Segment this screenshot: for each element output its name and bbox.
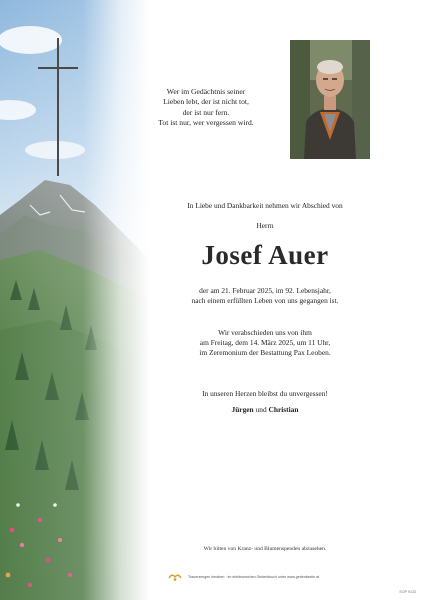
survivor-name: Christian (268, 405, 299, 414)
death-line: der am 21. Februar 2025, im 92. Lebensjahr, (199, 286, 331, 295)
cross-icon (57, 38, 59, 176)
poem-line: der ist nur fern. (182, 107, 230, 117)
footer-text: Trauerzeugen heraben · im elektronischen Gedenkbuch unter www.gedenkseite.at (188, 575, 320, 579)
donation-note: Wir bitten von Kranz- und Blumenspenden abzusehen. (203, 546, 327, 552)
closing-text: In unseren Herzen bleibst du unvergessen! (202, 389, 328, 398)
survivor-name: Jürgen (231, 405, 254, 414)
portrait-photo (290, 40, 370, 159)
service-line: im Zeremonium der Bestattung Pax Leoben. (199, 348, 331, 358)
footer (168, 572, 388, 582)
poem-line: Wer im Gedächtnis seiner (166, 87, 246, 96)
document-code: EOP 9133 (399, 590, 416, 594)
cross-icon-bar (38, 67, 78, 69)
survivor-conjunction: und (255, 405, 267, 414)
memorial-poem (140, 87, 272, 129)
service-line: Wir verabschieden uns von ihm (218, 328, 312, 337)
deceased-name: Josef Auer (201, 240, 329, 270)
poem-line: Tot ist nur, wer vergessen wird. (158, 118, 254, 128)
salutation-text: Herrn (256, 221, 274, 230)
mountain-landscape-photo (0, 0, 150, 600)
death-details (150, 286, 380, 306)
salutation (150, 221, 380, 231)
farewell-line (150, 201, 380, 211)
farewell-text: In Liebe und Dankbarkeit nehmen wir Abschied von (187, 201, 343, 210)
survivors (150, 405, 380, 415)
funeral-home-logo-icon (168, 572, 182, 582)
service-details (150, 328, 380, 359)
poem-line: Lieben lebt, der ist nicht tot, (163, 97, 249, 107)
service-line: am Freitag, dem 14. März 2025, um 11 Uhr, (199, 338, 331, 348)
closing-line (150, 389, 380, 399)
death-line: nach einem erfüllten Leben von uns gegangen ist. (191, 296, 339, 306)
